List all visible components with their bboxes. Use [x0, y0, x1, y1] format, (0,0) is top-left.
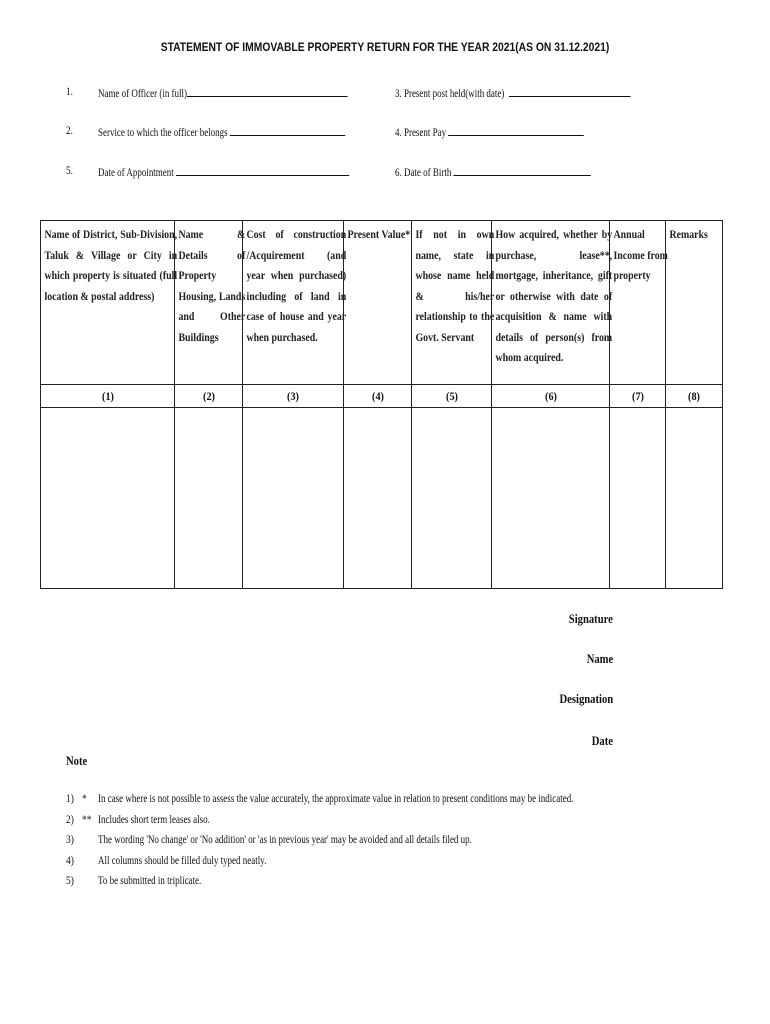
column-index: (3)	[243, 385, 344, 408]
entry-cell-cost[interactable]	[243, 408, 344, 589]
entry-cell-acquisition[interactable]	[492, 408, 610, 589]
header-property-details-text: Name & Details of Property Housing, Lands and Other Buildings	[178, 229, 246, 344]
appointment-date-label: Date of Appointment	[98, 167, 174, 179]
field-2-number: 2.	[66, 125, 73, 137]
header-cost	[243, 221, 347, 385]
present-post-label: 3. Present post held(with date)	[395, 88, 505, 100]
name-label: Name	[586, 652, 613, 666]
entry-cell-property-details[interactable]	[175, 408, 243, 589]
page-title: STATEMENT OF IMMOVABLE PROPERTY RETURN FOR THE YEAR 2021(AS ON 31.12.2021)	[160, 40, 610, 54]
column-index: (1)	[41, 385, 175, 408]
note-title: Note	[66, 754, 88, 768]
header-remarks-text: Remarks	[669, 229, 708, 241]
header-annual-income-text: Annual Income from property	[613, 229, 668, 282]
column-index: (4)	[344, 385, 412, 408]
service-field[interactable]	[98, 125, 345, 139]
column-index: (7)	[610, 385, 666, 408]
header-ownership-text: If not in own name, state in whose name held & his/her relationship to the Govt. Servant	[415, 229, 495, 344]
present-pay-field[interactable]	[395, 125, 584, 139]
header-present-value-text: Present Value*	[347, 229, 411, 241]
officer-name-line[interactable]	[187, 86, 348, 97]
entry-cell-annual-income[interactable]	[610, 408, 666, 589]
entry-cell-present-value[interactable]	[344, 408, 412, 589]
entry-cell-remarks[interactable]	[666, 408, 723, 589]
entry-cell-ownership[interactable]	[412, 408, 492, 589]
property-table	[40, 220, 723, 589]
header-location	[41, 221, 178, 385]
signature-label: Signature	[568, 612, 613, 626]
column-index: (6)	[492, 385, 610, 408]
appointment-date-field[interactable]	[98, 165, 349, 179]
date-label: Date	[591, 734, 613, 748]
field-1-number: 1.	[66, 86, 73, 98]
header-present-value	[344, 221, 412, 385]
header-annual-income	[610, 221, 666, 385]
entry-cell-location[interactable]	[41, 408, 175, 589]
header-cost-text: Cost of construction /Acquirement (and year when purchased) including of land in case of house and year when purchased.	[246, 229, 347, 344]
appointment-date-line[interactable]	[176, 165, 349, 176]
birth-date-label: 6. Date of Birth	[395, 167, 452, 179]
officer-name-label: Name of Officer (in full)	[98, 88, 188, 100]
header-acquisition	[492, 221, 613, 385]
birth-date-line[interactable]	[454, 165, 591, 176]
header-remarks	[666, 221, 723, 385]
field-5-number: 5.	[66, 165, 73, 177]
present-pay-label: 4. Present Pay	[395, 127, 447, 139]
header-property-details	[175, 221, 246, 385]
birth-date-field[interactable]	[395, 165, 591, 179]
column-index: (5)	[412, 385, 492, 408]
present-post-line[interactable]	[509, 86, 631, 97]
present-post-field[interactable]	[395, 86, 631, 100]
column-index: (2)	[175, 385, 243, 408]
column-index: (8)	[666, 385, 723, 408]
service-label: Service to which the officer belongs	[98, 127, 228, 139]
present-pay-line[interactable]	[448, 125, 584, 136]
header-ownership	[412, 221, 495, 385]
service-line[interactable]	[230, 125, 345, 136]
header-location-text: Name of District, Sub-Division, Taluk & Village or City in which property is situated (full location & postal address)	[44, 229, 178, 303]
header-acquisition-text: How acquired, whether by purchase, lease**, mortgage, inheritance, gift or otherwise with date of acquisition & name with details of person(s) from whom acquired.	[495, 229, 613, 364]
designation-label: Designation	[559, 692, 613, 706]
officer-name-field[interactable]	[98, 86, 348, 100]
